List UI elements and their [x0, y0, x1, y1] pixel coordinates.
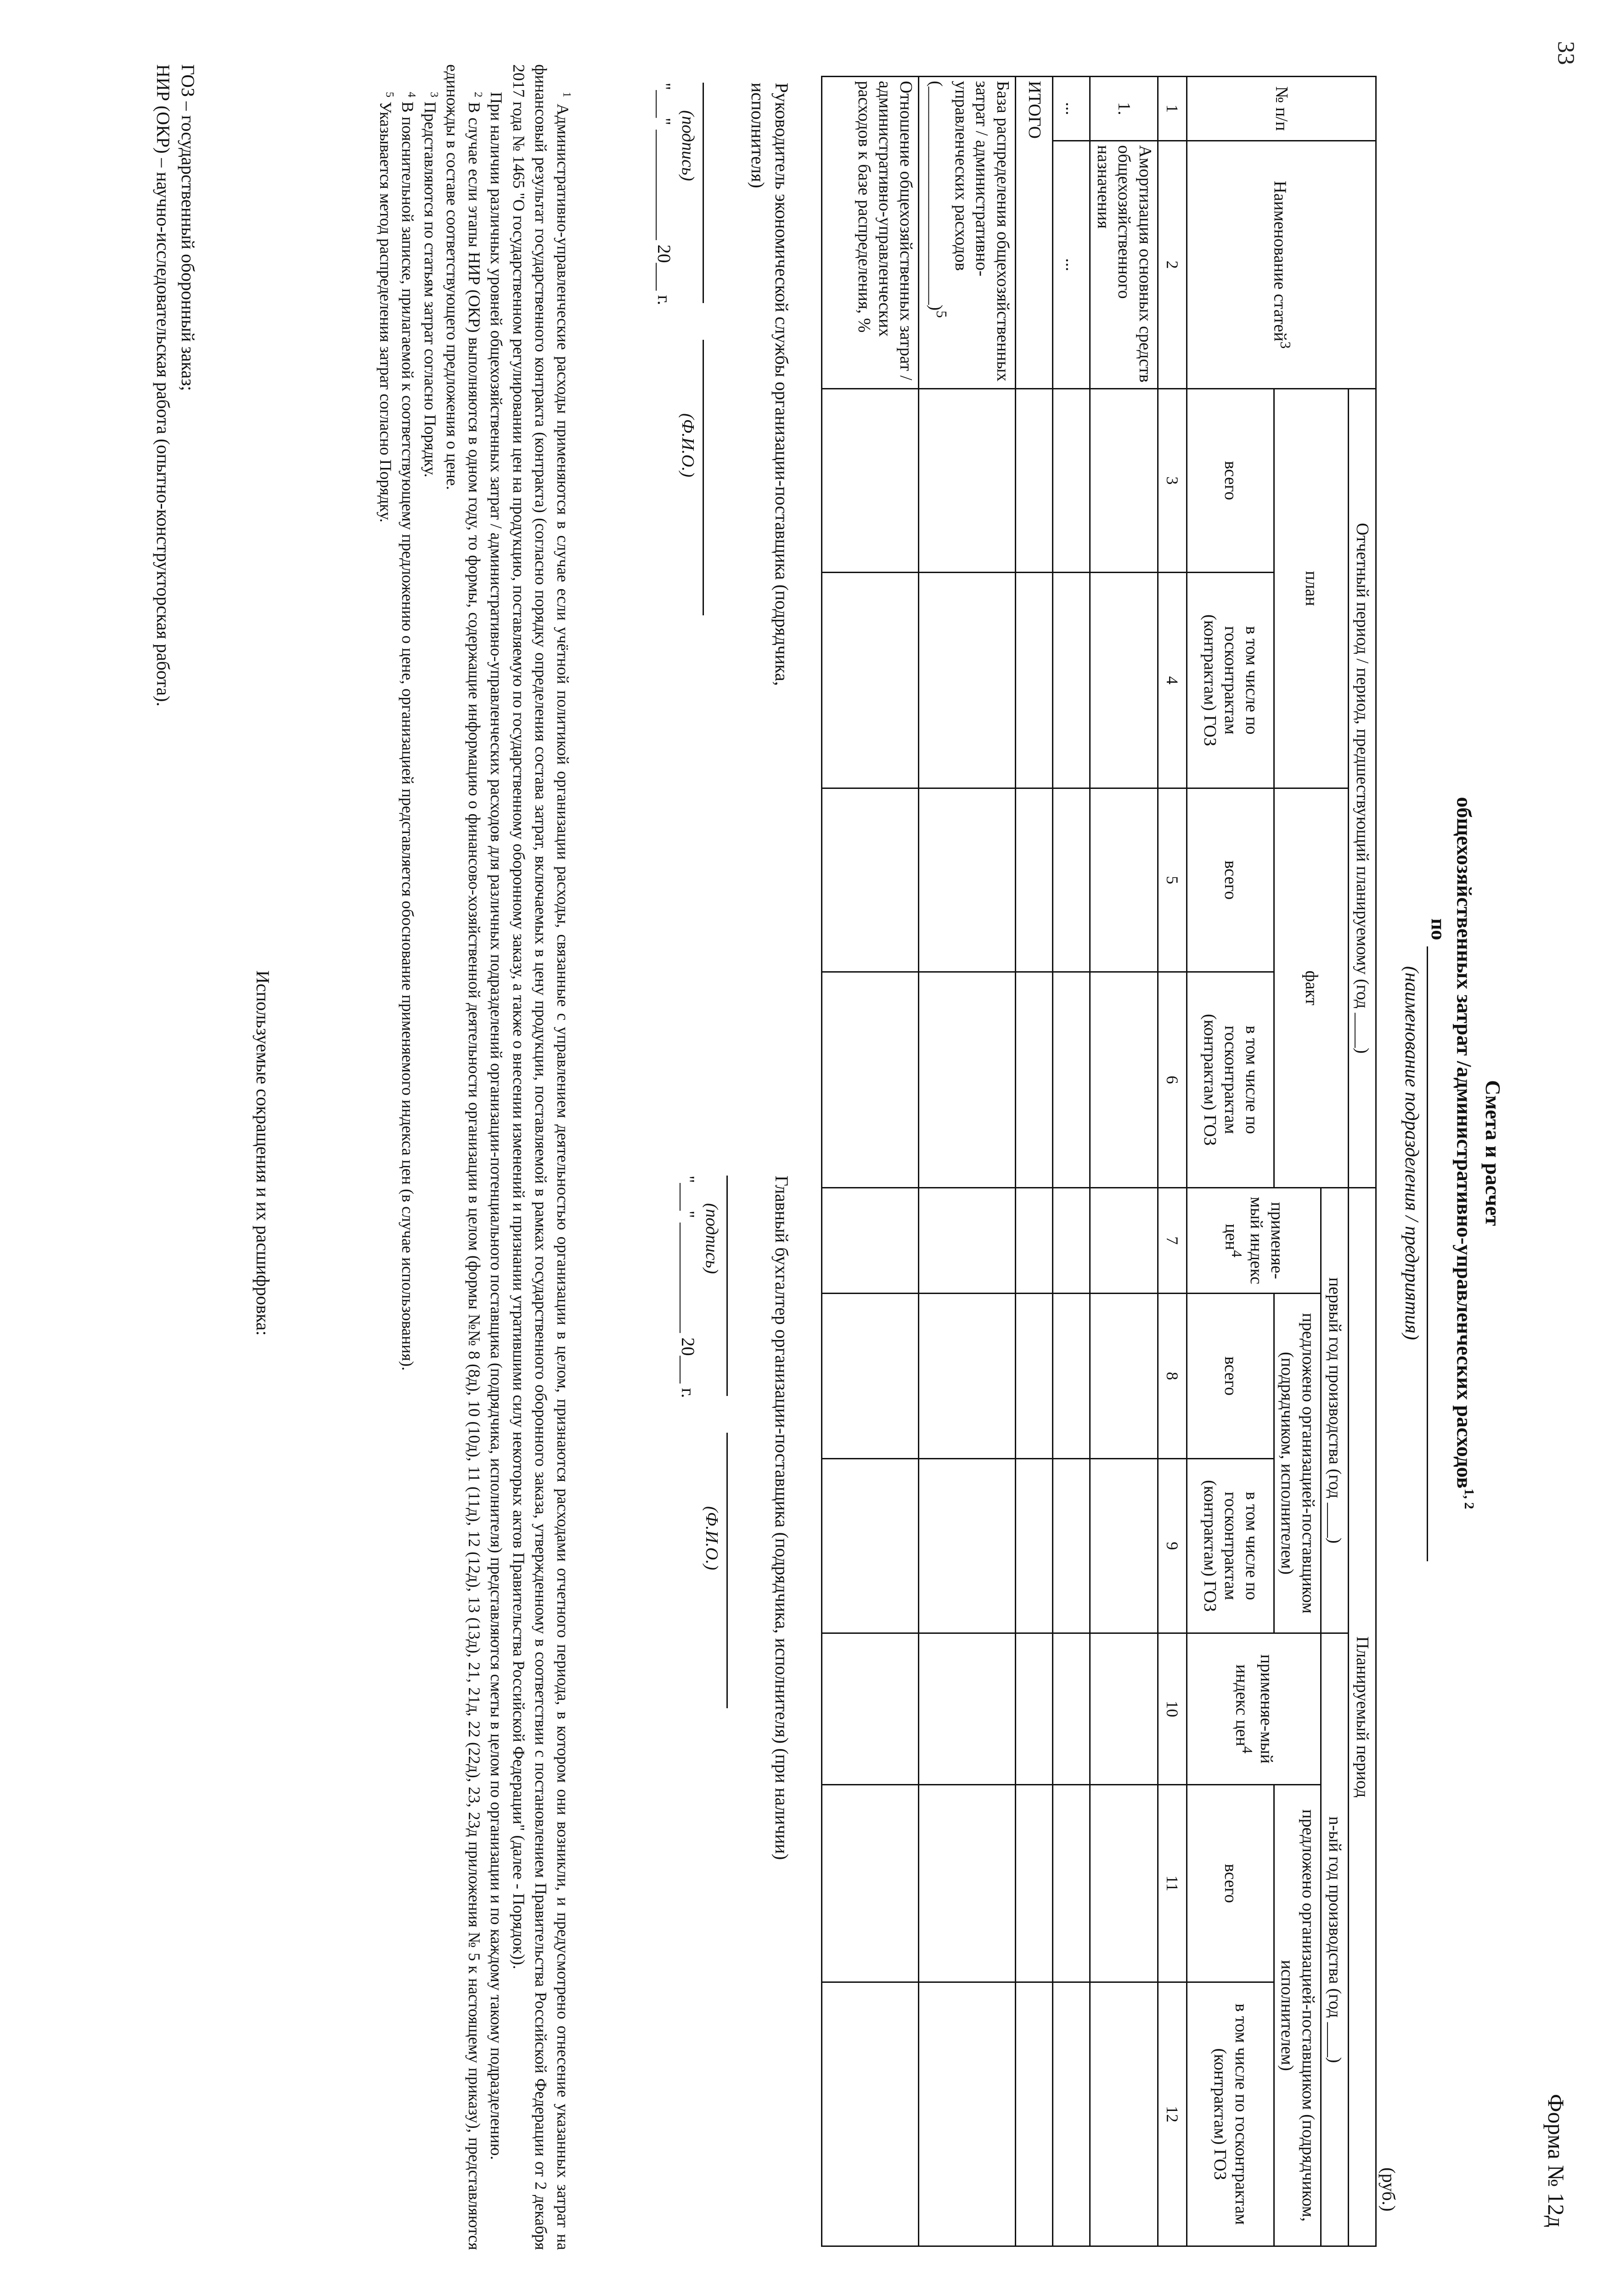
row-total-label: ИТОГО	[1016, 77, 1053, 389]
footnote: $^5$ Указывается метод распределения затрат согласно Порядку.	[377, 92, 396, 523]
footnote: $^3$ Представляются по статьям затрат согласно Порядку.	[421, 92, 440, 478]
header-nth-year: n-ый год производства (год ____)	[1321, 1633, 1349, 2246]
title-line-1: Смета и расчет	[1481, 1080, 1505, 1226]
table-row-total	[1016, 77, 1053, 2246]
signature-block-chief-accountant	[676, 1176, 793, 1910]
header-fact-goz: в том числе по госконтрактам (контрактам) ГОЗ	[1187, 972, 1274, 1188]
footnote: $^4$ В пояснительной записке, прилагаемой к соответствующему предложению о цене, организацией представляется обоснование применяемого индекса цен (в случае использования).	[399, 92, 418, 1371]
column-number: 3	[1158, 389, 1187, 573]
header-proposed-2: предложено организацией-поставщиком (подрядчиком, исполнителем)	[1274, 1785, 1321, 2246]
form-number: Форма № 12д	[1543, 2094, 1569, 2228]
header-first-goz: в том числе по госконтрактам (контрактам) ГОЗ	[1187, 1459, 1274, 1633]
column-number: 12	[1158, 1982, 1187, 2246]
column-number: 2	[1158, 141, 1187, 389]
footnote: При наличии различных уровней общехозяйственных затрат / административно-управленческих расходов для различных подразделений организации-потенциального поставщика (подрядчика, исполнителя) представляются сметы в целом по организации и по каждому такому подразделению.	[487, 92, 506, 2160]
column-number: 7	[1158, 1188, 1187, 1294]
row-name: ...	[1053, 141, 1090, 389]
row-name: Амортизация основных средств общехозяйственного назначения	[1090, 141, 1158, 389]
table-row	[822, 77, 919, 2246]
header-plan-total: всего	[1187, 389, 1274, 573]
header-nth-goz: в том числе по госконтрактам (контрактам) ГОЗ	[1187, 1982, 1274, 2246]
row-ratio-label: Отношение общехозяйственных затрат / административно-управленческих расходов к базе распределения, %	[822, 77, 919, 389]
header-planned-period: Планируемый период	[1349, 1188, 1376, 2246]
header-proposed-1: предложено организацией-поставщиком (подрядчиком, исполнителем)	[1274, 1294, 1321, 1633]
currency-unit: (руб.)	[1378, 2167, 1399, 2212]
header-num: № п/п	[1187, 77, 1376, 141]
date-line: "___" ____________ 20___ г.	[678, 1176, 698, 1398]
row-base-label: База распределения общехозяйственных затрат / административно-управленческих расходов (_________________________)$^5$	[919, 77, 1016, 389]
footnote: $^2$ В случае если этапы НИР (ОКР) выполняются в одном году, то формы, содержащие информацию о финансово-хозяйственной деятельности организации в целом (формы №№ 8 (8д), 10 (10д), 11 (11д), 12 (12д), 13 (13д), 21, 21д, 22 (22д), 23, 23д приложения № 5 к настоящему приказу), представляются единожды в составе соответствующего предложения о цене.	[443, 64, 484, 2251]
column-number: 6	[1158, 972, 1187, 1188]
subdivision-line: по	[1427, 918, 1450, 1561]
subdivision-caption: (наименование подразделения / предприятия)	[1401, 966, 1422, 1340]
header-index-2: применяе-мый индекс цен$^4$	[1187, 1633, 1321, 1785]
abbreviations-title: Используемые сокращения и их расшифровка:	[253, 970, 273, 1336]
header-fact-total: всего	[1187, 788, 1274, 972]
date-line: "___" ____________ 20___ г.	[654, 83, 675, 305]
header-fact: факт	[1274, 788, 1348, 1188]
cost-estimate-table	[791, 76, 1377, 2245]
econ-head-title: Руководитель экономической службы организации-поставщика (подрядчика, исполнителя)	[748, 83, 792, 686]
column-number: 10	[1158, 1633, 1187, 1785]
column-number: 8	[1158, 1294, 1187, 1459]
table-row	[1053, 77, 1090, 2246]
abbreviation-item: ГОЗ – государственный оборонный заказ;	[178, 64, 198, 391]
row-num: 1.	[1090, 77, 1158, 141]
sign-caption: (подпись)	[702, 1203, 721, 1274]
column-number: 1	[1158, 77, 1187, 141]
chief-accountant-title: Главный бухгалтер организации-поставщика (подрядчика, исполнителя) (при наличии)	[771, 1176, 792, 1860]
header-first-year: первый год производства (год ____)	[1321, 1188, 1349, 1633]
header-name: Наименование статей$^3$	[1187, 141, 1376, 389]
signature-block-econ-head	[652, 83, 793, 771]
header-plan-goz: в том числе по госконтрактам (контрактам) ГОЗ	[1187, 573, 1274, 788]
header-index-1: применяе-мый индекс цен$^4$	[1187, 1188, 1321, 1294]
footnote: $^1$ Административно-управленческие расходы применяются в случае если учётной политикой организации расходы, связанные с управлением деятельностью организации в целом, признаются расходами отчетного периода, в котором они возникли, и предусмотрено отнесение указанных затрат на финансовый результат государственного контракта (контракта) (согласно порядку определения состава затрат, включаемых в цену продукции, поставляемой в рамках государственного оборонного заказа, утвержденному в соответствии с постановлением Правительства Российской Федерации от 2 декабря 2017 года № 1465 "О государственном регулировании цен на продукцию, поставляемую по государственному оборонному заказу, а также о внесении изменений и признании утратившими силу некоторых актов Правительства Российской Федерации" (далее - Порядок)).	[509, 64, 573, 2251]
header-nth-total: всего	[1187, 1785, 1274, 1982]
column-number: 4	[1158, 573, 1187, 788]
footnotes	[375, 64, 574, 2250]
row-num: ...	[1053, 77, 1090, 141]
abbreviation-item: НИР (ОКР) – научно-исследовательская работа (опытно-конструкторская работа).	[153, 64, 174, 707]
header-first-total: всего	[1187, 1294, 1274, 1459]
title-line-2: общехозяйственных затрат /административно-управленческих расходов$^{1, 2}$	[1452, 797, 1477, 1509]
column-number: 11	[1158, 1785, 1187, 1982]
table-row	[919, 77, 1016, 2246]
abbreviations-list	[151, 64, 200, 706]
fio-caption: (Ф.И.О.)	[678, 413, 698, 478]
table-row	[1090, 77, 1158, 2246]
header-report-period: Отчетный период / период, предшествующий планируемому (год ____)	[1349, 389, 1376, 1188]
fio-caption: (Ф.И.О.)	[702, 1506, 721, 1570]
column-number: 9	[1158, 1459, 1187, 1633]
column-number: 5	[1158, 788, 1187, 972]
sign-caption: (подпись)	[678, 110, 698, 181]
page-number: 33	[1552, 41, 1579, 65]
header-plan: план	[1274, 389, 1348, 788]
column-numbers-row	[1158, 77, 1187, 2246]
